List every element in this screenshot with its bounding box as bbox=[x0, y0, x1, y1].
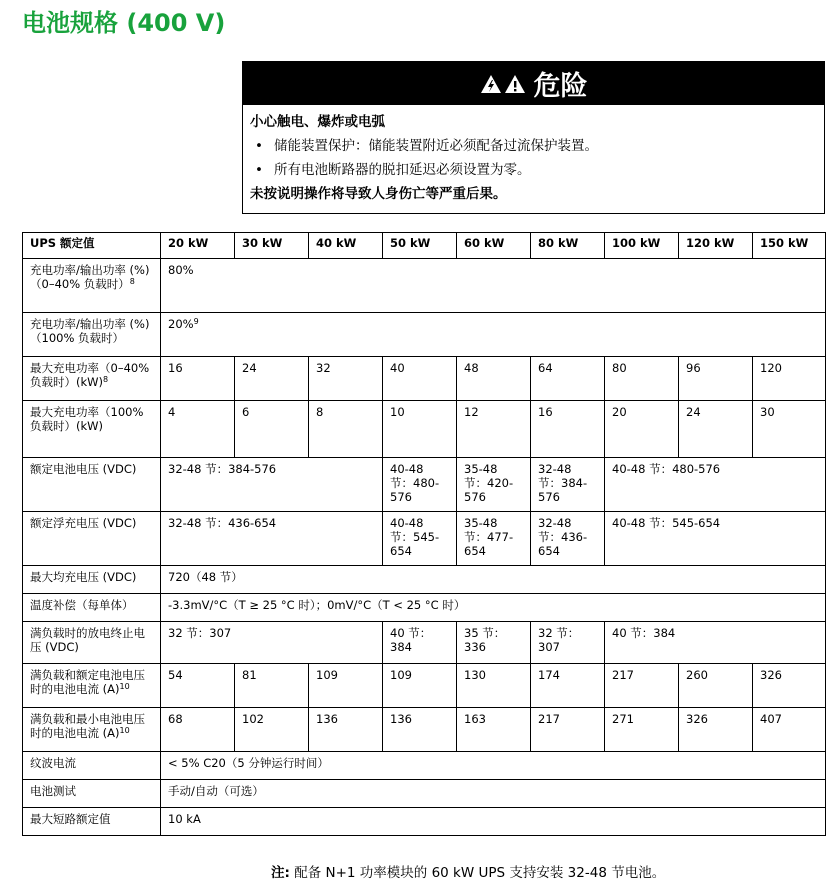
cell: 40 节：384 bbox=[605, 622, 826, 664]
row-label: 最大充电功率（100% 负载时）(kW) bbox=[23, 401, 161, 458]
cell: 32-48 节：436-654 bbox=[161, 512, 383, 566]
cell: 32 节：307 bbox=[161, 622, 383, 664]
cell: < 5% C20（5 分钟运行时间） bbox=[161, 752, 826, 780]
table-header-row bbox=[23, 233, 826, 259]
cell: 12 bbox=[457, 401, 531, 458]
cell: 16 bbox=[531, 401, 605, 458]
cell: 8 bbox=[309, 401, 383, 458]
cell: 130 bbox=[457, 664, 531, 708]
danger-footer: 未按说明操作将导致人身伤亡等严重后果。 bbox=[250, 186, 507, 202]
cell: 20%$^9$ bbox=[161, 313, 826, 357]
row-label: 电池测试 bbox=[23, 780, 161, 808]
table-row bbox=[23, 594, 826, 622]
danger-bullet: • 储能装置保护：储能装置附近必须配备过流保护装置。 bbox=[250, 134, 824, 158]
cell: 217 bbox=[531, 708, 605, 752]
electric-shock-warning-icon bbox=[480, 74, 502, 94]
cell: 102 bbox=[235, 708, 309, 752]
table-row bbox=[23, 458, 826, 512]
column-header: 50 kW bbox=[383, 233, 457, 259]
column-header: 60 kW bbox=[457, 233, 531, 259]
column-header: 30 kW bbox=[235, 233, 309, 259]
cell: 68 bbox=[161, 708, 235, 752]
cell: 10 bbox=[383, 401, 457, 458]
danger-bullet: • 所有电池断路器的脱扣延迟必须设置为零。 bbox=[250, 158, 824, 182]
cell: 35-48 节：477-654 bbox=[457, 512, 531, 566]
cell: 6 bbox=[235, 401, 309, 458]
cell: 217 bbox=[605, 664, 679, 708]
cell: 80 bbox=[605, 357, 679, 401]
row-label: 最大均充电压 (VDC) bbox=[23, 566, 161, 594]
cell: 260 bbox=[679, 664, 753, 708]
cell: 109 bbox=[309, 664, 383, 708]
table-row bbox=[23, 622, 826, 664]
row-label: 额定电池电压 (VDC) bbox=[23, 458, 161, 512]
cell: 163 bbox=[457, 708, 531, 752]
cell: 30 bbox=[753, 401, 826, 458]
page-title: 电池规格 (400 V) bbox=[22, 9, 226, 37]
note-text: 配备 N+1 功率模块的 60 kW UPS 支持安装 32-48 节电池。 bbox=[294, 865, 666, 881]
column-header: 150 kW bbox=[753, 233, 826, 259]
row-label: 充电功率/输出功率 (%)（0–40% 负载时）$^8$ bbox=[23, 259, 161, 313]
cell: 48 bbox=[457, 357, 531, 401]
danger-header bbox=[243, 62, 824, 105]
column-header: 20 kW bbox=[161, 233, 235, 259]
table-row bbox=[23, 780, 826, 808]
cell: 326 bbox=[753, 664, 826, 708]
cell: 40 bbox=[383, 357, 457, 401]
cell: 32 bbox=[309, 357, 383, 401]
table-row bbox=[23, 512, 826, 566]
cell: 32-48 节：436-654 bbox=[531, 512, 605, 566]
cell: 120 bbox=[753, 357, 826, 401]
table-row bbox=[23, 566, 826, 594]
cell: 4 bbox=[161, 401, 235, 458]
cell: 109 bbox=[383, 664, 457, 708]
column-header: 40 kW bbox=[309, 233, 383, 259]
cell: 136 bbox=[309, 708, 383, 752]
cell: 96 bbox=[679, 357, 753, 401]
row-label: 充电功率/输出功率 (%)（100% 负载时） bbox=[23, 313, 161, 357]
header-label: UPS 额定值 bbox=[23, 233, 161, 259]
row-label: 最大短路额定值 bbox=[23, 808, 161, 836]
cell: 64 bbox=[531, 357, 605, 401]
row-label: 额定浮充电压 (VDC) bbox=[23, 512, 161, 566]
battery-spec-table bbox=[22, 232, 826, 836]
row-label: 最大充电功率（0–40% 负载时）(kW)$^8$ bbox=[23, 357, 161, 401]
danger-bullet-list bbox=[250, 134, 824, 182]
cell: 35-48 节：420-576 bbox=[457, 458, 531, 512]
cell: 81 bbox=[235, 664, 309, 708]
danger-heading: 小心触电、爆炸或电弧 bbox=[250, 114, 385, 130]
danger-notice bbox=[242, 61, 825, 214]
table-row bbox=[23, 357, 826, 401]
table-row bbox=[23, 664, 826, 708]
warning-triangle-icon bbox=[504, 74, 526, 94]
cell: 16 bbox=[161, 357, 235, 401]
table-row bbox=[23, 313, 826, 357]
cell: 32 节：307 bbox=[531, 622, 605, 664]
column-header: 100 kW bbox=[605, 233, 679, 259]
cell: 40-48 节：480-576 bbox=[383, 458, 457, 512]
cell: 40 节：384 bbox=[383, 622, 457, 664]
danger-title: 危险 bbox=[533, 71, 588, 102]
column-header: 120 kW bbox=[679, 233, 753, 259]
cell: -3.3mV/°C（T ≥ 25 °C 时）；0mV/°C（T < 25 °C 时） bbox=[161, 594, 826, 622]
cell: 32-48 节：384-576 bbox=[531, 458, 605, 512]
cell: 32-48 节：384-576 bbox=[161, 458, 383, 512]
cell: 24 bbox=[679, 401, 753, 458]
note-label: 注: bbox=[271, 865, 290, 881]
cell: 720（48 节） bbox=[161, 566, 826, 594]
row-label: 满负载和额定电池电压时的电池电流 $(A)^{10}$ bbox=[23, 664, 161, 708]
cell: 40-48 节：480-576 bbox=[605, 458, 826, 512]
cell: 326 bbox=[679, 708, 753, 752]
row-label: 满负载时的放电终止电压 (VDC) bbox=[23, 622, 161, 664]
column-header: 80 kW bbox=[531, 233, 605, 259]
cell: 80% bbox=[161, 259, 826, 313]
table-row bbox=[23, 259, 826, 313]
row-label: 满负载和最小电池电压时的电池电流 $(A)^{10}$ bbox=[23, 708, 161, 752]
cell: 40-48 节：545-654 bbox=[383, 512, 457, 566]
cell: 136 bbox=[383, 708, 457, 752]
cell: 40-48 节：545-654 bbox=[605, 512, 826, 566]
cell: 407 bbox=[753, 708, 826, 752]
table-row bbox=[23, 752, 826, 780]
row-label: 纹波电流 bbox=[23, 752, 161, 780]
table-row bbox=[23, 808, 826, 836]
cell: 手动/自动（可选） bbox=[161, 780, 826, 808]
cell: 174 bbox=[531, 664, 605, 708]
cell: 20 bbox=[605, 401, 679, 458]
cell: 10 kA bbox=[161, 808, 826, 836]
table-row bbox=[23, 401, 826, 458]
cell: 271 bbox=[605, 708, 679, 752]
table-row bbox=[23, 708, 826, 752]
cell: 24 bbox=[235, 357, 309, 401]
cell: 54 bbox=[161, 664, 235, 708]
footnote bbox=[271, 861, 665, 881]
cell: 35 节：336 bbox=[457, 622, 531, 664]
row-label: 温度补偿（每单体） bbox=[23, 594, 161, 622]
